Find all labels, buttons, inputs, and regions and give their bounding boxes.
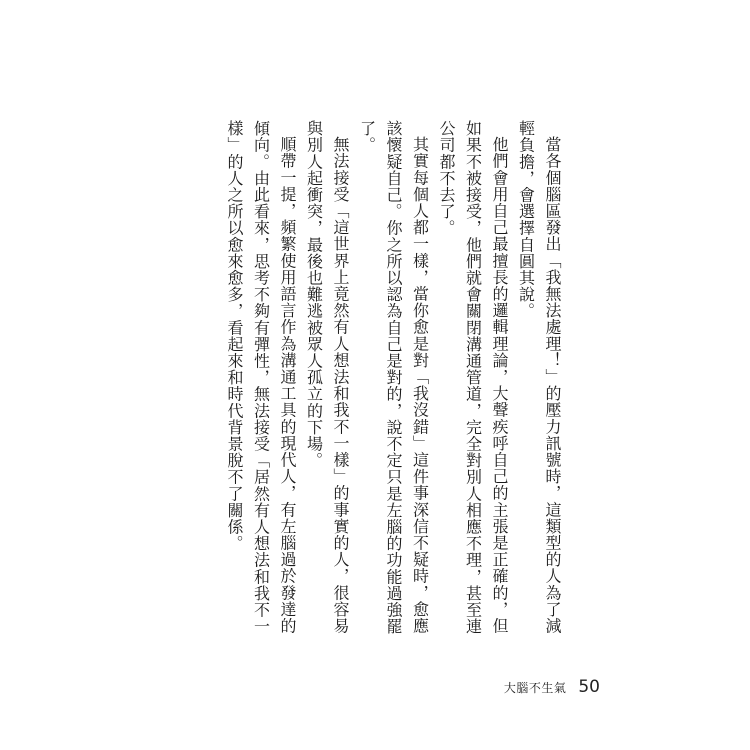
- paragraph-4: 無法接受「這世界上竟然有人想法和我不一樣」的事實的人，很容易與別人起衝突，最後也難逃被眾人孤立的下場。: [304, 120, 350, 634]
- paragraph-5: 順帶一提，頻繁使用語言作為溝通工具的現代人，有左腦過於發達的傾向。由此看來，思考不夠有彈性，無法接受「居然有人想法和我不一樣」的人之所以愈來愈多，看起來和時代背景脫不了關係。: [225, 120, 297, 635]
- paragraph-1: 當各個腦區發出「我無法處理！」的壓力訊號時，這類型的人為了減輕負擔，會選擇自圓其說。: [516, 120, 562, 634]
- paragraph-3: 其實每個人都一樣，當你愈是對「我沒錯」這件事深信不疑時，愈應該懷疑自己。你之所以認為自己是對的，說不定只是左腦的功能過強罷了。: [357, 120, 430, 635]
- paragraph-2: 他們會用自己最擅長的邏輯理論，大聲疾呼自己的主張是正確的，但如果不被接受，他們就會關閉溝通管道，完全對別人相應不理，甚至連公司都不去了。: [437, 120, 509, 635]
- vertical-text-body: [221, 120, 566, 640]
- running-book-title: 大腦不生氣: [503, 681, 567, 695]
- page-footer: [504, 677, 600, 697]
- page-number: 50: [578, 677, 600, 697]
